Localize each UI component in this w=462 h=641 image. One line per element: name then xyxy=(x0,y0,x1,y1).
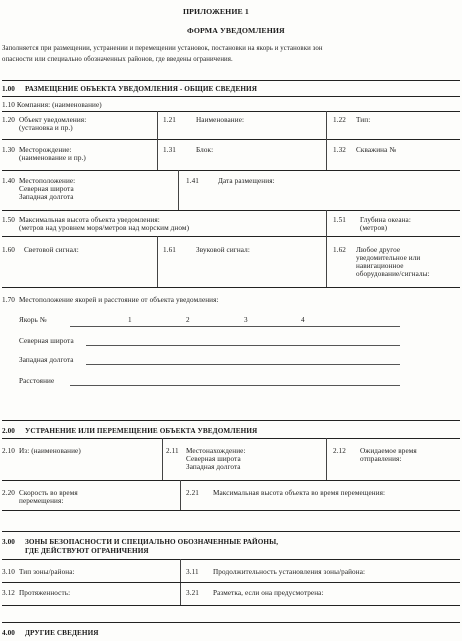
section-3-number: 3.00 xyxy=(2,538,15,546)
row-rule xyxy=(2,210,460,211)
field-1-50-number: 1.50 xyxy=(2,216,15,224)
field-2-21-max-height[interactable]: Максимальная высота объекта во время перемещения: xyxy=(213,489,386,497)
field-2-11-number: 2.11 xyxy=(166,447,179,455)
row-rule xyxy=(2,510,460,511)
row-rule xyxy=(2,170,460,171)
row-rule xyxy=(2,139,460,140)
appendix-label: ПРИЛОЖЕНИЕ 1 xyxy=(183,7,249,16)
company-field[interactable]: 1.10 Компания: (наименование) xyxy=(2,101,102,109)
row-rule xyxy=(2,480,460,481)
field-1-62-line-3: навигационное xyxy=(356,262,404,270)
anchor-4-header: 4 xyxy=(301,316,305,324)
field-2-20-sublabel: перемещения: xyxy=(19,497,64,505)
section-3-title-rule xyxy=(2,559,460,560)
field-2-12-label[interactable]: Ожидаемое время xyxy=(360,447,417,455)
cell-divider xyxy=(157,236,158,287)
field-2-12-number: 2.12 xyxy=(333,447,346,455)
field-2-11-west[interactable]: Западная долгота xyxy=(186,463,241,471)
field-1-30-label: Месторождение: xyxy=(19,146,72,154)
row-rule xyxy=(2,236,460,237)
section-2-title: УСТРАНЕНИЕ ИЛИ ПЕРЕМЕЩЕНИЕ ОБЪЕКТА УВЕДОМЛЕНИЯ xyxy=(25,427,258,435)
anchor-north-input[interactable] xyxy=(86,345,400,346)
cell-divider xyxy=(162,438,163,480)
field-3-21-marking[interactable]: Разметка, если она предусмотрена: xyxy=(213,589,324,597)
field-1-22-number: 1.22 xyxy=(333,116,346,124)
field-1-30-sublabel: (наименование и пр.) xyxy=(19,154,86,162)
field-1-62-line-4: оборудование/сигналы: xyxy=(356,270,430,278)
field-1-40-west[interactable]: Западная долгота xyxy=(19,193,74,201)
field-1-41-number: 1.41 xyxy=(186,177,199,185)
anchor-distance-label: Расстояние xyxy=(19,377,55,385)
field-1-20-number: 1.20 xyxy=(2,116,15,124)
field-1-20-label: Объект уведомления: xyxy=(19,116,87,124)
field-1-32-number: 1.32 xyxy=(333,146,346,154)
field-1-32-well[interactable]: Скважина № xyxy=(356,146,397,154)
field-2-11-north[interactable]: Северная широта xyxy=(186,455,241,463)
section-4-top-rule xyxy=(2,622,460,623)
field-1-30-number: 1.30 xyxy=(2,146,15,154)
cell-divider xyxy=(180,480,181,510)
section-1-title: РАЗМЕЩЕНИЕ ОБЪЕКТА УВЕДОМЛЕНИЯ - ОБЩИЕ СВЕДЕНИЯ xyxy=(25,85,258,93)
cell-divider xyxy=(326,438,327,480)
field-1-61-number: 1.61 xyxy=(163,246,176,254)
field-1-21-name[interactable]: Наименование: xyxy=(196,116,245,124)
field-1-50-sublabel: (метров над уровнем моря/метров над морским дном) xyxy=(19,224,190,232)
field-2-20-number: 2.20 xyxy=(2,489,15,497)
anchor-underline xyxy=(70,326,400,327)
cell-divider xyxy=(326,210,327,236)
section-4-number: 4.00 xyxy=(2,629,15,637)
field-1-21-number: 1.21 xyxy=(163,116,176,124)
field-3-12-number: 3.12 xyxy=(2,589,15,597)
field-1-50-label[interactable]: Максимальная высота объекта уведомления: xyxy=(19,216,160,224)
row-rule xyxy=(2,111,460,112)
field-1-31-block[interactable]: Блок: xyxy=(196,146,214,154)
anchor-2-header: 2 xyxy=(186,316,190,324)
section-3-title-line-2: ГДЕ ДЕЙСТВУЮТ ОГРАНИЧЕНИЯ xyxy=(25,547,149,555)
field-2-12-sublabel: отправления: xyxy=(360,455,402,463)
field-2-21-number: 2.21 xyxy=(186,489,199,497)
field-2-11-label: Местонахождение: xyxy=(186,447,246,455)
field-1-62-line-1[interactable]: Любое другое xyxy=(356,246,401,254)
row-rule xyxy=(2,605,460,606)
field-1-20-sublabel: (установка и пр.) xyxy=(19,124,73,132)
section-2-number: 2.00 xyxy=(2,427,15,435)
section-3-title-line-1: ЗОНЫ БЕЗОПАСНОСТИ И СПЕЦИАЛЬНО ОБОЗНАЧЕННЫЕ РАЙОНЫ, xyxy=(25,538,279,546)
field-1-51-number: 1.51 xyxy=(333,216,346,224)
field-3-10-zone-type[interactable]: Тип зоны/района: xyxy=(19,568,75,576)
section-1-title-rule xyxy=(2,96,460,97)
field-3-11-number: 3.11 xyxy=(186,568,199,576)
field-3-10-number: 3.10 xyxy=(2,568,15,576)
section-2-top-rule xyxy=(2,420,460,421)
anchor-1-header: 1 xyxy=(128,316,132,324)
anchor-west-label: Западная долгота xyxy=(19,356,74,364)
intro-line-1: Заполняется при размещении, устранении и перемещении установок, постановки на якорь и установки зон xyxy=(2,45,323,52)
field-1-62-number: 1.62 xyxy=(333,246,346,254)
cell-divider xyxy=(326,139,327,170)
intro-line-2: опасности или специально обозначенных районов, где введены ограничения. xyxy=(2,56,233,63)
field-3-21-number: 3.21 xyxy=(186,589,199,597)
row-rule xyxy=(2,582,460,583)
cell-divider xyxy=(178,170,179,210)
field-1-51-sublabel: (метров) xyxy=(360,224,388,232)
cell-divider xyxy=(326,111,327,139)
field-1-22-type[interactable]: Тип: xyxy=(356,116,371,124)
anchor-west-input[interactable] xyxy=(86,364,400,365)
field-1-40-number: 1.40 xyxy=(2,177,15,185)
field-1-40-north[interactable]: Северная широта xyxy=(19,185,74,193)
field-3-12-extent[interactable]: Протяженность: xyxy=(19,589,71,597)
cell-divider xyxy=(157,111,158,139)
field-1-31-number: 1.31 xyxy=(163,146,176,154)
field-1-40-label: Местоположение: xyxy=(19,177,76,185)
field-1-62-line-2: уведомительное или xyxy=(356,254,421,262)
field-1-61-sound-signal[interactable]: Звуковой сигнал: xyxy=(196,246,250,254)
field-3-11-duration[interactable]: Продолжительность установления зоны/района: xyxy=(213,568,366,576)
row-rule xyxy=(2,287,460,288)
anchor-distance-input[interactable] xyxy=(70,385,400,386)
section-4-title: ДРУГИЕ СВЕДЕНИЯ xyxy=(25,629,99,637)
field-1-60-light-signal[interactable]: Световой сигнал: xyxy=(24,246,79,254)
section-1-number: 1.00 xyxy=(2,85,15,93)
cell-divider xyxy=(326,236,327,287)
field-1-70-label: Местоположение якорей и расстояние от объекта уведомления: xyxy=(19,296,219,304)
anchor-3-header: 3 xyxy=(244,316,248,324)
section-1-top-rule xyxy=(2,80,460,81)
field-1-41-date[interactable]: Дата размещения: xyxy=(218,177,275,185)
cell-divider xyxy=(157,139,158,170)
field-2-10-from[interactable]: Из: (наименование) xyxy=(19,447,81,455)
anchor-label: Якорь № xyxy=(19,316,47,324)
field-2-10-number: 2.10 xyxy=(2,447,15,455)
field-1-60-number: 1.60 xyxy=(2,246,15,254)
field-2-20-speed[interactable]: Скорость во время xyxy=(19,489,78,497)
section-3-top-rule xyxy=(2,531,460,532)
field-1-70-number: 1.70 xyxy=(2,296,15,304)
section-2-title-rule xyxy=(2,438,460,439)
field-1-51-depth[interactable]: Глубина океана: xyxy=(360,216,411,224)
anchor-north-label: Северная широта xyxy=(19,337,74,345)
form-title: ФОРМА УВЕДОМЛЕНИЯ xyxy=(187,26,285,35)
